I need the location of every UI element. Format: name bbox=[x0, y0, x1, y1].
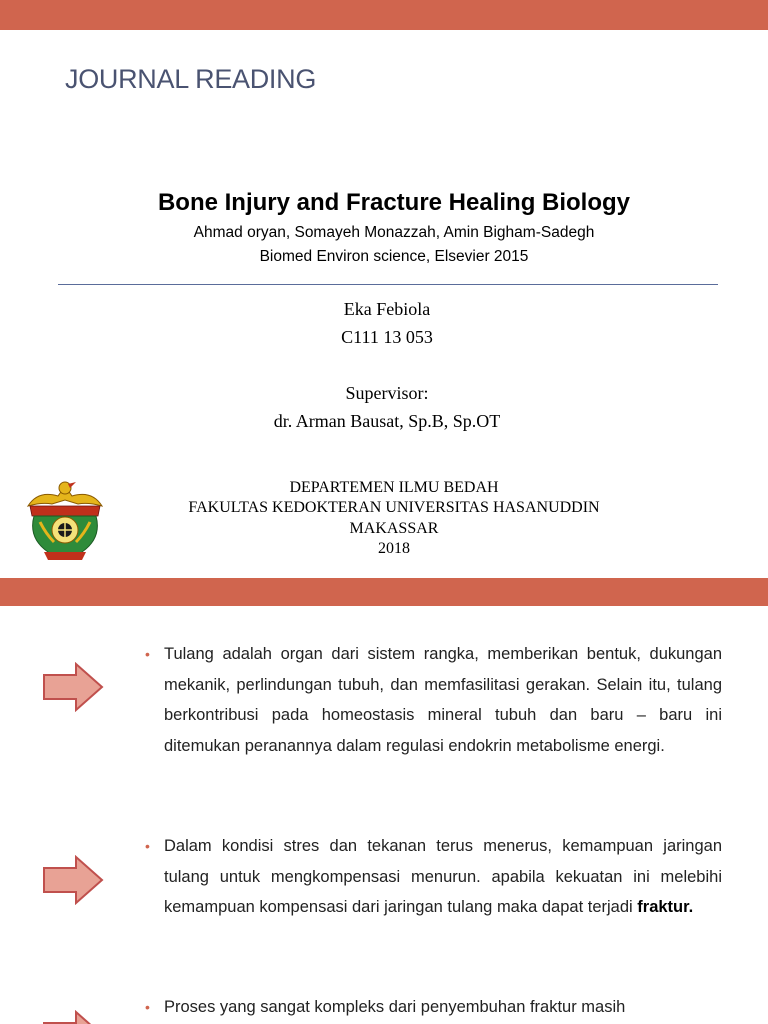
presenter-id: C111 13 053 bbox=[341, 327, 433, 347]
top-accent-bar bbox=[0, 578, 768, 606]
faculty: FAKULTAS KEDOKTERAN UNIVERSITAS HASANUDDIN bbox=[188, 499, 600, 516]
city: MAKASSAR bbox=[349, 520, 439, 537]
supervisor-label: Supervisor: bbox=[345, 383, 429, 403]
bullet-dot: • bbox=[145, 838, 150, 854]
content-slide bbox=[0, 578, 768, 1024]
paper-authors: Ahmad oryan, Somayeh Monazzah, Amin Bigham-Sadegh bbox=[193, 224, 595, 241]
top-accent-bar bbox=[0, 0, 768, 30]
presenter-name: Eka Febiola bbox=[343, 299, 431, 319]
bullet-dot: • bbox=[145, 646, 150, 662]
right-arrow-icon bbox=[42, 662, 104, 712]
bullet-text: Proses yang sangat kompleks dari penyembuhan fraktur masih bbox=[164, 998, 626, 1016]
supervisor-name: dr. Arman Bausat, Sp.B, Sp.OT bbox=[273, 411, 501, 431]
slide-heading: JOURNAL READING bbox=[65, 64, 317, 94]
right-arrow-icon bbox=[42, 855, 104, 905]
department: DEPARTEMEN ILMU BEDAH bbox=[289, 479, 499, 496]
bullet-item bbox=[146, 831, 722, 923]
bullet-text: Tulang adalah organ dari sistem rangka, memberikan bentuk, dukungan mekanik, perlindungan tubuh, dan memfasilitasi gerakan. Selain itu, tulang berkontribusi pada homeostasis mineral tubuh dan baru – baru ini ditemukan peranannya dalam regulasi endokrin metabolisme energi. bbox=[164, 645, 722, 755]
year: 2018 bbox=[378, 540, 410, 557]
bullet-bold-text: fraktur. bbox=[637, 898, 694, 916]
bullet-dot: • bbox=[145, 999, 150, 1015]
right-arrow-icon bbox=[42, 1010, 104, 1024]
title-divider bbox=[58, 284, 718, 285]
paper-source: Biomed Environ science, Elsevier 2015 bbox=[259, 248, 529, 265]
university-logo-icon bbox=[18, 476, 112, 562]
paper-title: Bone Injury and Fracture Healing Biology bbox=[157, 189, 631, 216]
bullet-text: Dalam kondisi stres dan tekanan terus menerus, kemampuan jaringan tulang untuk mengkompensasi menurun. apabila kekuatan ini melebihi kemampuan kompensasi dari jaringan tulang maka dapat terjadi bbox=[164, 837, 722, 916]
bullet-item bbox=[146, 992, 722, 1023]
bullet-item bbox=[146, 639, 722, 761]
